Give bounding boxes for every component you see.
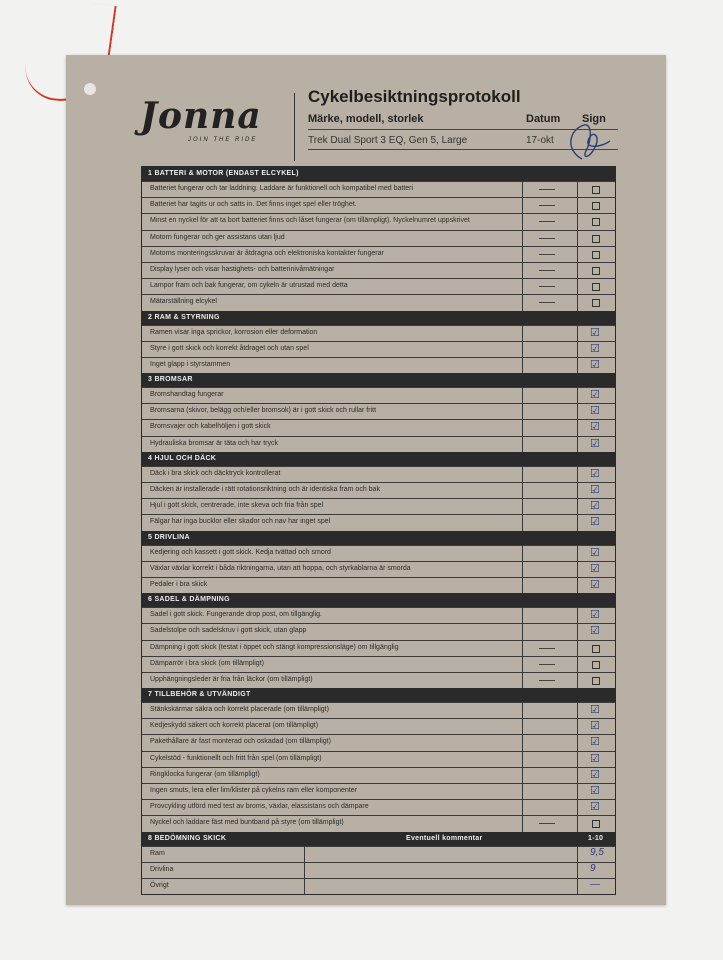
checkbox-checked[interactable]: ☑ [590,467,600,480]
column-divider [522,624,523,639]
checklist-item-text: Bromshandtag fungerar [150,391,224,399]
date-dash-mark [539,189,555,190]
column-divider [522,703,523,718]
column-divider [522,342,523,357]
column-divider [304,863,305,878]
comment-column-header: Eventuell kommentar [406,834,483,842]
checklist-item-text: Bromsvajer och kabelhöljen i gott skick [150,423,271,431]
column-divider [577,295,578,310]
checkbox-checked[interactable]: ☑ [590,785,600,797]
checklist-row [142,181,615,197]
checklist-table [141,166,616,895]
checklist-row [142,702,615,718]
checklist-item-text: Hydrauliska bromsar är täta och har tryck [150,439,278,447]
checklist-item-text: Kedjering och kassett i gott skick. Kedja tvättad och smord [150,548,331,556]
checklist-row [142,799,615,815]
column-divider [522,546,523,561]
column-divider [522,515,523,530]
column-divider [522,784,523,799]
column-divider [522,673,523,688]
column-divider [577,420,578,435]
grading-label: Övrigt [150,881,169,889]
column-divider [522,657,523,672]
checkbox-checked[interactable]: ☑ [590,736,600,749]
handwritten-signature [562,119,612,165]
column-divider [522,182,523,197]
checklist-item-text: Ramen visar inga sprickor, korrosion eller deformation [150,328,318,336]
checklist-row [142,783,615,799]
checklist-row [142,623,615,639]
column-divider [577,562,578,577]
column-divider [577,735,578,750]
checklist-item-text: Dämparrör i bra skick (om tillämpligt) [150,659,264,667]
checklist-item-text: Batteriet har tagits ur och satts in. Det finns inget spel eller tröghet. [150,201,357,209]
column-divider [522,578,523,593]
column-divider [577,437,578,452]
column-divider [577,388,578,403]
checkbox-empty[interactable] [592,820,600,828]
column-divider [577,214,578,229]
date-dash-mark [539,238,555,239]
column-divider [577,263,578,278]
checklist-item-text: Fälgar har inga bucklor eller skador och nav har inget spel [150,518,331,526]
checklist-row [142,640,615,656]
checkbox-empty[interactable] [592,202,600,210]
column-divider [522,231,523,246]
checklist-row [142,436,615,452]
sign-label: Sign [582,113,606,125]
column-divider [522,263,523,278]
checkbox-empty[interactable] [592,235,600,243]
checkbox-empty[interactable] [592,661,600,669]
inspection-sheet [66,55,666,905]
checkbox-empty[interactable] [592,251,600,259]
checklist-row [142,403,615,419]
checklist-item-text: Motorn fungerar och ger assistans utan ljud [150,233,285,241]
checkbox-checked[interactable]: ☑ [590,720,600,733]
checklist-row [142,514,615,530]
checklist-item-text: Ingen smuts, lera eller lim/klister på cykelns ram eller komponenter [150,787,357,794]
column-divider [577,578,578,593]
checklist-item-text: Inget glapp i styrstammen [150,360,231,368]
grading-row [142,878,615,894]
punch-hole [84,83,96,95]
column-divider [522,437,523,452]
checklist-row [142,197,615,213]
checkbox-checked[interactable]: ☑ [590,405,600,418]
checkbox-checked[interactable]: ☑ [590,578,600,591]
column-divider [577,608,578,623]
column-divider [304,847,305,862]
checkbox-checked[interactable]: ☑ [590,326,600,339]
section-header: 4 HJUL OCH DÄCK [142,452,615,466]
date-dash-mark [539,302,555,303]
checkbox-checked[interactable]: ☑ [590,437,600,450]
column-divider [577,703,578,718]
section-header: 5 DRIVLINA [142,531,615,545]
checklist-item-text: Däcken är installerade i rätt rotationsriktning och är identiska fram och bak [150,486,380,493]
column-divider [577,483,578,498]
checklist-row [142,278,615,294]
checklist-item-text: Stänkskärmar säkra och korrekt placerade (om tillämpligt) [150,706,329,714]
column-divider [522,483,523,498]
checklist-item-text: Bromsarna (skivor, belägg och/eller bromsok) är i gott skick och rullar fritt [150,407,377,415]
column-divider [522,499,523,514]
column-divider [577,800,578,815]
column-divider [577,467,578,482]
checklist-row [142,341,615,357]
column-divider [577,499,578,514]
column-divider [522,467,523,482]
date-dash-mark [539,254,555,255]
column-divider [577,358,578,373]
checkbox-checked[interactable]: ☑ [590,516,600,529]
checkbox-empty[interactable] [592,645,600,653]
grading-row [142,862,615,878]
checklist-item-text: Styre i gott skick och korrekt åtdraget och utan spel [150,344,309,352]
checklist-row [142,734,615,750]
checkbox-empty[interactable] [592,283,600,291]
grading-row [142,846,615,862]
checklist-row [142,718,615,734]
checklist-row [142,325,615,341]
checklist-row [142,672,615,688]
checkbox-empty[interactable] [592,677,600,685]
checklist-row [142,466,615,482]
column-divider [522,404,523,419]
checklist-row [142,815,615,831]
checklist-item-text: Motorns monteringsskruvar är åtdragna och elektroniska kontakter fungerar [150,249,384,257]
grading-value[interactable]: 9,5 [590,846,604,858]
column-divider [577,719,578,734]
logo-tagline: JOIN THE RIDE [188,137,258,143]
checkbox-checked[interactable]: ☑ [590,752,600,765]
column-divider [522,752,523,767]
checklist-row [142,230,615,246]
checkbox-checked[interactable]: ☑ [590,704,600,717]
column-divider [522,214,523,229]
section-header: 2 RAM & STYRNING [142,311,615,325]
checklist-item-text: Sadelstolpe och sadelskruv i gott skick, utan glapp [150,627,307,635]
column-divider [522,608,523,623]
section-header: 6 SADEL & DÄMPNING [142,593,615,607]
checklist-item-text: Provcykling utförd med test av broms, växlar, elassistans och dämpare [150,803,369,811]
column-divider [522,279,523,294]
checklist-row [142,246,615,262]
checklist-row [142,767,615,783]
column-divider [304,879,305,894]
section-header: 8 BEDÖMNING SKICK Eventuell kommentar 1-10 [142,832,615,846]
column-divider [577,326,578,341]
checkbox-empty[interactable] [592,299,600,307]
date-label: Datum [526,113,561,125]
checkbox-checked[interactable]: ☑ [590,609,600,622]
grading-label: Drivlina [150,865,174,873]
column-divider [577,752,578,767]
checklist-item-text: Däck i bra skick och däcktryck kontrollerat [150,469,281,477]
column-divider [522,358,523,373]
column-divider [577,279,578,294]
checklist-row [142,498,615,514]
column-divider [522,719,523,734]
checklist-item-text: Sadel i gott skick. Fungerande drop post, om tillgänglig. [150,611,322,619]
column-divider [522,816,523,831]
column-divider [577,673,578,688]
checklist-row [142,213,615,229]
date-dash-mark [539,648,555,649]
logo-wordmark: Jonna [140,95,262,137]
date-dash-mark [539,221,555,222]
column-divider [577,342,578,357]
checklist-item-text: Cykelstöd - funktionellt och fritt från spel (om tillämpligt) [150,754,322,762]
brand-logo [140,95,280,155]
checklist-row [142,751,615,767]
checkbox-checked[interactable]: ☑ [590,342,600,355]
bike-model-value: Trek Dual Sport 3 EQ, Gen 5, Large [308,135,468,146]
checklist-item-text: Växlar växlar korrekt i båda riktningarna, utan att hoppa, och styrkablarna är smorda [150,564,411,572]
checklist-item-text: Display lyser och visar hastighets- och batterinivåmätningar [150,265,335,273]
checklist-row [142,294,615,310]
checklist-item-text: Nyckel och laddare fäst med buntband på styre (om tillämpligt) [150,819,344,827]
checkbox-empty[interactable] [592,186,600,194]
column-divider [522,326,523,341]
column-divider [522,768,523,783]
checklist-row [142,482,615,498]
checklist-item-text: Batteriet fungerar och tar laddning. Laddare är funktionell och kompatibel med batteri [150,185,414,192]
column-divider [577,863,578,878]
date-dash-mark [539,205,555,206]
column-divider [522,562,523,577]
grading-value[interactable]: — [590,878,600,890]
column-divider [577,879,578,894]
section-header: 3 BROMSAR [142,373,615,387]
checklist-row [142,387,615,403]
checkbox-checked[interactable]: ☑ [590,389,600,402]
column-divider [522,198,523,213]
date-value: 17-okt [526,135,554,146]
date-dash-mark [539,664,555,665]
column-divider [577,768,578,783]
checklist-item-text: Minst en nyckel för att ta bort batteriet finns och låset fungerar (om tillämpligt). Nyckelnumret uppskrivet [150,217,470,225]
column-divider [522,295,523,310]
column-divider [577,641,578,656]
column-divider [522,800,523,815]
date-dash-mark [539,270,555,271]
checklist-item-text: Kedjeskydd säkert och korrekt placerat (om tillämpligt) [150,722,319,730]
checklist-item-text: Lampor fram och bak fungerar, om cykeln är utrustad med detta [150,282,348,290]
date-dash-mark [539,823,555,824]
scale-header: 1-10 [588,834,604,842]
checkbox-checked[interactable]: ☑ [590,358,600,371]
column-divider [522,247,523,262]
checkbox-checked[interactable]: ☑ [590,500,600,513]
checkbox-empty[interactable] [592,218,600,226]
column-divider [522,641,523,656]
column-divider [577,657,578,672]
checklist-item-text: Ringklocka fungerar (om tillämpligt) [150,770,260,778]
column-divider [577,198,578,213]
checklist-item-text: Upphängningsleder är fria från läckor (om tillämpligt) [150,675,313,683]
grading-value[interactable]: 9 [590,862,596,874]
column-divider [522,388,523,403]
checklist-row [142,577,615,593]
column-divider [577,404,578,419]
column-divider [577,847,578,862]
column-divider [577,182,578,197]
page-title: Cykelbesiktningsprotokoll [308,87,521,106]
checklist-row [142,545,615,561]
date-dash-mark [539,286,555,287]
column-divider [522,735,523,750]
checklist-row [142,262,615,278]
checkbox-checked[interactable]: ☑ [590,562,600,575]
checkbox-checked[interactable]: ☑ [590,421,600,434]
column-divider [577,231,578,246]
column-divider [577,247,578,262]
checkbox-checked[interactable]: ☑ [590,484,600,496]
column-divider [577,816,578,831]
checklist-item-text: Mätarställning elcykel [150,298,217,306]
header-divider [294,93,295,161]
checkbox-checked[interactable]: ☑ [590,801,600,814]
checklist-item-text: Hjul i gott skick, centrerade, inte skeva och fria från spel [150,502,324,510]
section-header: 1 BATTERI & MOTOR (ENDAST ELCYKEL) [142,167,615,181]
section-header: 7 TILLBEHÖR & UTVÄNDIGT [142,688,615,702]
checklist-row [142,656,615,672]
checkbox-checked[interactable]: ☑ [590,625,600,638]
column-divider [522,420,523,435]
date-dash-mark [539,680,555,681]
column-divider [577,624,578,639]
column-divider [577,784,578,799]
checklist-item-text: Pedaler i bra skick [150,580,208,588]
grading-label: Ram [150,849,165,857]
checkbox-checked[interactable]: ☑ [590,768,600,781]
checkbox-empty[interactable] [592,267,600,275]
column-divider [577,515,578,530]
bike-model-label: Märke, modell, storlek [308,113,424,125]
checklist-row [142,607,615,623]
checklist-row [142,561,615,577]
checkbox-checked[interactable]: ☑ [590,546,600,559]
checklist-row [142,419,615,435]
checklist-item-text: Dämpning i gott skick (testat i öppet och stängt kompressionsläge) om tillgänglig [150,643,399,651]
checklist-item-text: Pakethållare är fast monterad och oskadad (om tillämpligt) [150,738,331,746]
column-divider [577,546,578,561]
checklist-row [142,357,615,373]
